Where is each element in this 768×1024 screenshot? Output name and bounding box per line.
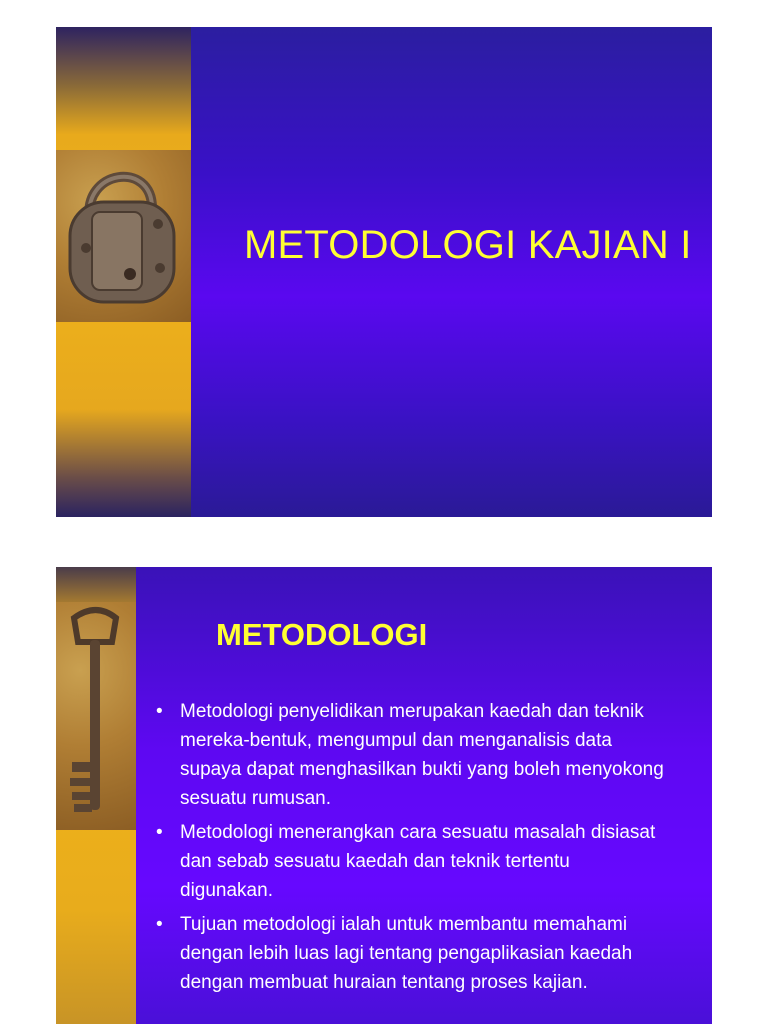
bullet-text: Tujuan metodologi ialah untuk membantu memahami dengan lebih luas lagi tentang pengaplikasian kaedah dengan membuat huraian tentang proses kajian. xyxy=(180,914,633,993)
slide-title: METODOLOGI KAJIAN I xyxy=(244,223,692,267)
title-slide xyxy=(56,27,712,517)
slide-title: METODOLOGI xyxy=(216,617,428,652)
padlock-image xyxy=(56,150,191,322)
bullet-item xyxy=(156,910,712,997)
bullet-item xyxy=(156,697,712,813)
bullet-marker: • xyxy=(156,914,163,935)
bullet-item xyxy=(156,818,712,905)
open-padlock-icon xyxy=(56,150,191,322)
key-image xyxy=(56,602,136,830)
old-key-icon xyxy=(56,602,136,830)
bullet-marker: • xyxy=(156,822,163,843)
bullet-list xyxy=(156,697,712,1002)
content-slide xyxy=(56,567,712,1024)
bullet-text: Metodologi penyelidikan merupakan kaedah dan teknik mereka-bentuk, mengumpul dan menganalisis data supaya dapat menghasilkan bukti yang boleh menyokong sesuatu rumusan. xyxy=(180,701,664,809)
bullet-text: Metodologi menerangkan cara sesuatu masalah disiasat dan sebab sesuatu kaedah dan teknik tertentu digunakan. xyxy=(180,822,656,901)
bullet-marker: • xyxy=(156,701,163,722)
